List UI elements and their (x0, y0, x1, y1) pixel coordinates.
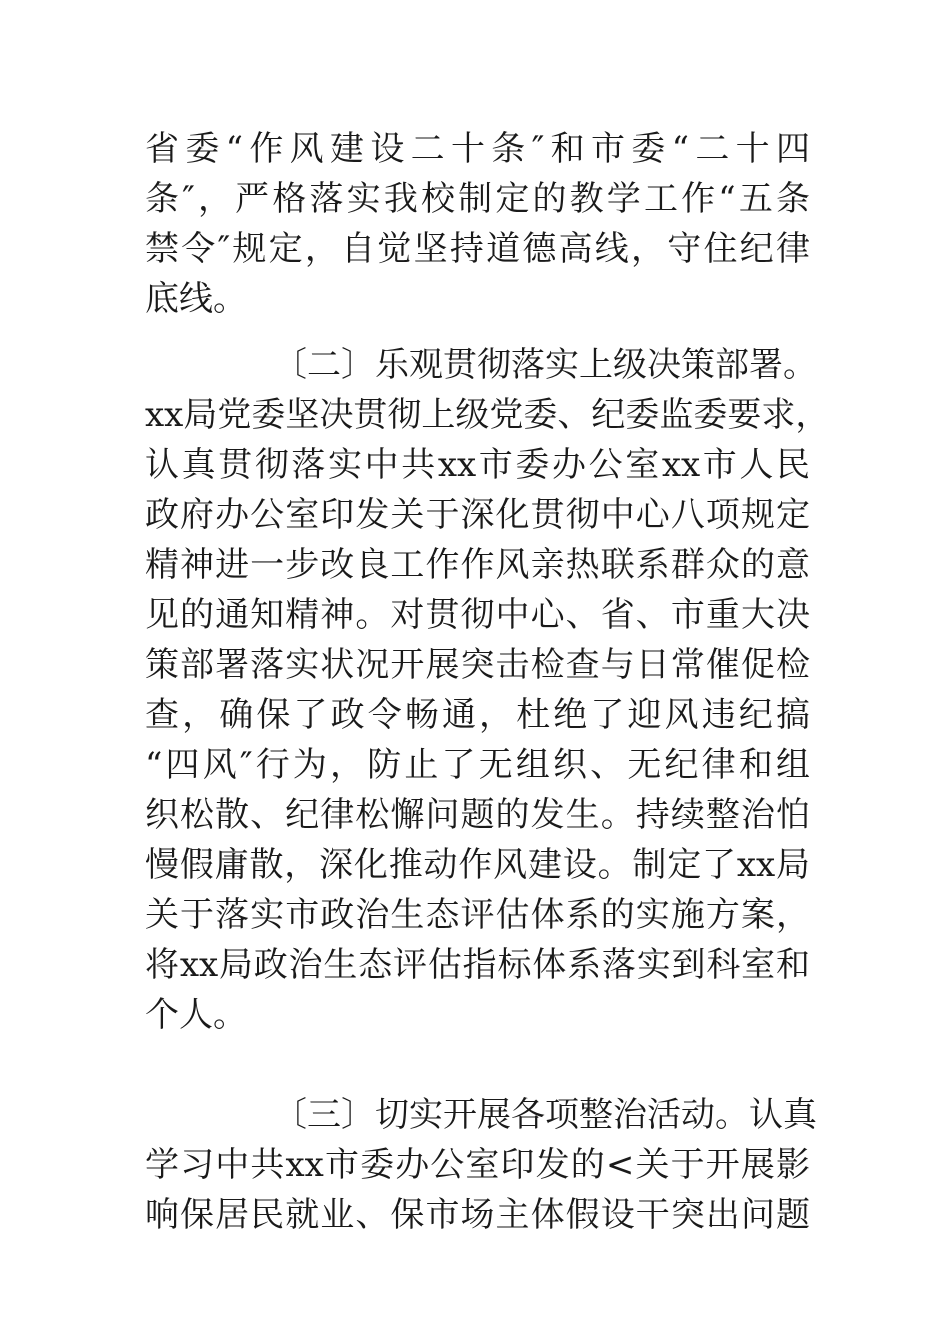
section-heading-line: 〔三〕切实开展各项整治活动。认真 (273, 1095, 817, 1135)
text-line: 慢假庸散，深化推动作风建设。制定了xx局 (145, 845, 810, 885)
text-line: xx局党委坚决贯彻上级党委、纪委监委要求， (145, 395, 830, 435)
text-line: 精神进一步改良工作作风亲热联系群众的意 (145, 545, 810, 585)
text-line: 政府办公室印发关于深化贯彻中心八项规定 (145, 495, 810, 535)
text-line: 个人。 (145, 995, 247, 1035)
text-line: 织松散、纪律松懈问题的发生。持续整治怕 (145, 795, 810, 835)
text-line: 查，确保了政令畅通，杜绝了迎风违纪搞 (145, 695, 810, 735)
paragraph-2 (145, 340, 830, 1040)
text-line: 学习中共xx市委办公室印发的<关于开展影 (145, 1145, 810, 1185)
paragraph-3 (145, 1090, 817, 1240)
text-line: 省委“作风建设二十条″和市委“二十四 (145, 129, 810, 169)
text-line: 响保居民就业、保市场主体假设干突出问题 (145, 1195, 810, 1235)
text-line: 见的通知精神。对贯彻中心、省、市重大决 (145, 595, 810, 635)
text-line: 条″，严格落实我校制定的教学工作“五条 (145, 179, 810, 219)
text-line: 底线。 (145, 279, 247, 319)
paragraph-1 (145, 124, 810, 324)
text-line: “四风″行为，防止了无组织、无纪律和组 (145, 745, 810, 785)
section-heading-line: 〔二〕乐观贯彻落实上级决策部署。 (273, 345, 817, 385)
text-line: 策部署落实状况开展突击检查与日常催促检 (145, 645, 810, 685)
text-line: 关于落实市政治生态评估体系的实施方案， (145, 895, 810, 935)
text-line: 禁令″规定，自觉坚持道德高线，守住纪律 (145, 229, 810, 269)
text-line: 认真贯彻落实中共xx市委办公室xx市人民 (145, 445, 810, 485)
text-line: 将xx局政治生态评估指标体系落实到科室和 (145, 945, 810, 985)
